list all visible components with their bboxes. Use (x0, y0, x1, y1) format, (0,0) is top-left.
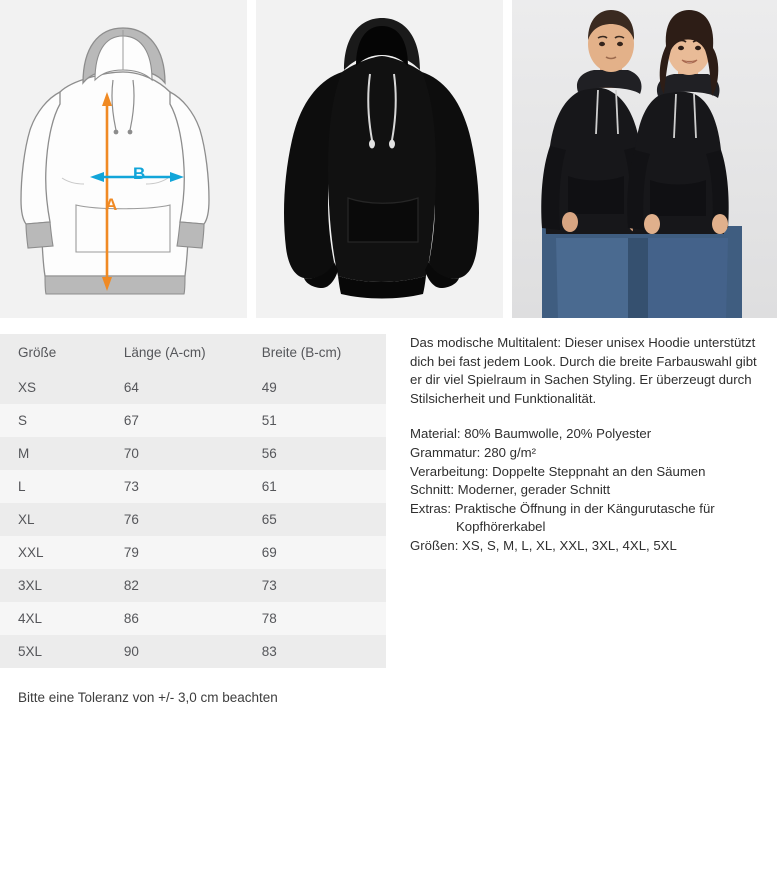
technical-drawing (0, 0, 247, 318)
table-row (0, 602, 386, 635)
cell-length: 73 (123, 479, 139, 494)
model-photo (512, 0, 777, 318)
cell-width: 69 (261, 545, 277, 560)
cell-size: 4XL (18, 611, 43, 626)
table-row (0, 470, 386, 503)
cell-length: 64 (123, 380, 139, 395)
description-grammatur: Grammatur: 280 g/m² (410, 444, 537, 460)
cell-size: 5XL (18, 644, 43, 659)
description-groessen: Größen: XS, S, M, L, XL, XXL, 3XL, 4XL, 5XL (410, 537, 677, 553)
size-table-wrapper (0, 334, 386, 705)
technical-drawing-cell (0, 0, 247, 318)
black-hoodie-photo (256, 0, 503, 318)
cell-length: 76 (123, 512, 139, 527)
cell-size: S (18, 413, 28, 428)
header-size: Größe (0, 334, 106, 371)
cell-length: 67 (123, 413, 139, 428)
cell-length: 86 (123, 611, 139, 626)
cell-size: XL (18, 512, 35, 527)
header-length: Länge (A-cm) (106, 334, 244, 371)
paragraph-spacer (410, 408, 761, 425)
cell-length: 90 (123, 644, 139, 659)
cell-width: 78 (261, 611, 277, 626)
cell-size: L (18, 479, 26, 494)
description-schnitt: Schnitt: Moderner, gerader Schnitt (410, 482, 611, 498)
table-row (0, 635, 386, 668)
cell-width: 83 (261, 644, 277, 659)
cell-width: 61 (261, 479, 277, 494)
table-row (0, 404, 386, 437)
table-header-row (0, 334, 386, 371)
cell-length: 79 (123, 545, 139, 560)
cell-width: 73 (261, 578, 277, 593)
cell-size: 3XL (18, 578, 43, 593)
size-table (0, 334, 386, 668)
tolerance-note: Bitte eine Toleranz von +/- 3,0 cm beachten (18, 690, 278, 705)
table-row (0, 503, 386, 536)
cell-size: XXL (18, 545, 44, 560)
description-extras: Extras: Praktische Öffnung in der Kängurutasche für (410, 500, 715, 516)
table-row (0, 569, 386, 602)
cell-width: 49 (261, 380, 277, 395)
table-row (0, 371, 386, 404)
description-material: Material: 80% Baumwolle, 20% Polyester (410, 426, 652, 442)
dimension-b-label: B (133, 164, 146, 183)
cell-width: 51 (261, 413, 277, 428)
description-verarbeitung: Verarbeitung: Doppelte Steppnaht an den Säumen (410, 463, 706, 479)
header-width: Breite (B-cm) (244, 334, 386, 371)
details-section (0, 334, 777, 705)
size-table-body (0, 371, 386, 668)
dimension-a-label: A (105, 195, 118, 214)
cell-size: XS (18, 380, 37, 395)
product-photo-cell (256, 0, 503, 318)
cell-length: 82 (123, 578, 139, 593)
product-description (386, 334, 761, 705)
product-image-strip (0, 0, 777, 318)
description-intro: Das modische Multitalent: Dieser unisex Hoodie unterstützt dich bei fast jedem Look. Durch die breite Farbauswahl gibt er dir viel Spielraum in Sachen Styling. Er überzeugt durch Stilsicherheit und Funktionalität. (410, 335, 757, 406)
table-row (0, 536, 386, 569)
hoodie-outline-icon (0, 0, 247, 318)
size-table-head (0, 334, 386, 371)
table-row (0, 437, 386, 470)
cell-size: M (18, 446, 30, 461)
cell-width: 56 (261, 446, 277, 461)
cell-width: 65 (261, 512, 277, 527)
model-photo-cell (512, 0, 777, 318)
cell-length: 70 (123, 446, 139, 461)
description-extras-continued: Kopfhörerkabel (456, 519, 546, 535)
